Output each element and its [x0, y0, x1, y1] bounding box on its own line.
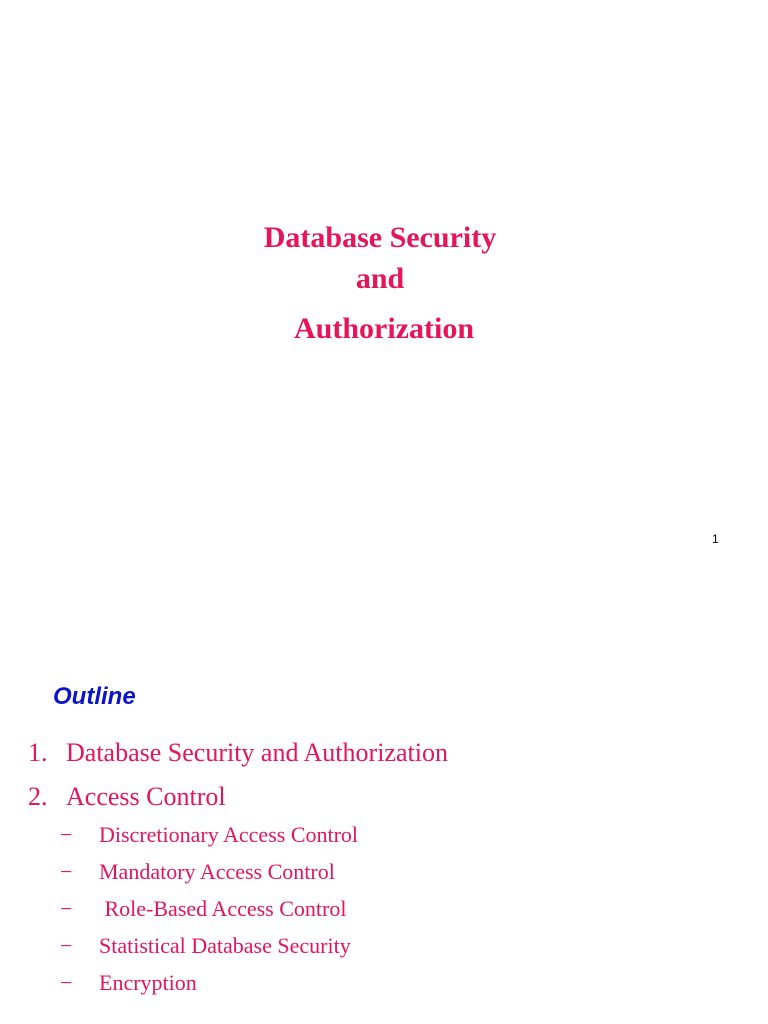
list-item-label: Database Security and Authorization: [66, 738, 448, 767]
sub-list-item-label: Role-Based Access Control: [99, 896, 347, 921]
list-item-number: 1.: [28, 738, 48, 767]
slide-number: 1: [712, 532, 719, 546]
list-item-label: Access Control: [66, 782, 226, 811]
dash-bullet: −: [60, 822, 73, 847]
title-line-2: and: [355, 262, 405, 295]
list-item-number: 2.: [28, 782, 48, 811]
sub-list-item: [60, 822, 358, 848]
sub-list-item-label: Mandatory Access Control: [99, 859, 335, 884]
dash-bullet: −: [60, 933, 73, 958]
title-line-1: Database Security: [263, 221, 497, 254]
sub-list-item-label: Discretionary Access Control: [99, 822, 359, 847]
sub-list-item: [60, 970, 197, 996]
sub-list-item: [60, 896, 346, 922]
dash-bullet: −: [60, 970, 73, 995]
sub-list-item: [60, 859, 335, 885]
dash-bullet: −: [60, 896, 73, 921]
sub-list-item: [60, 933, 351, 959]
dash-bullet: −: [60, 859, 73, 884]
list-item: [28, 782, 226, 812]
list-item: [28, 738, 448, 768]
title-line-3: Authorization: [294, 312, 474, 345]
sub-list-item-label: Encryption: [99, 970, 197, 995]
sub-list-item-label: Statistical Database Security: [99, 933, 351, 958]
outline-heading: Outline: [53, 683, 136, 710]
